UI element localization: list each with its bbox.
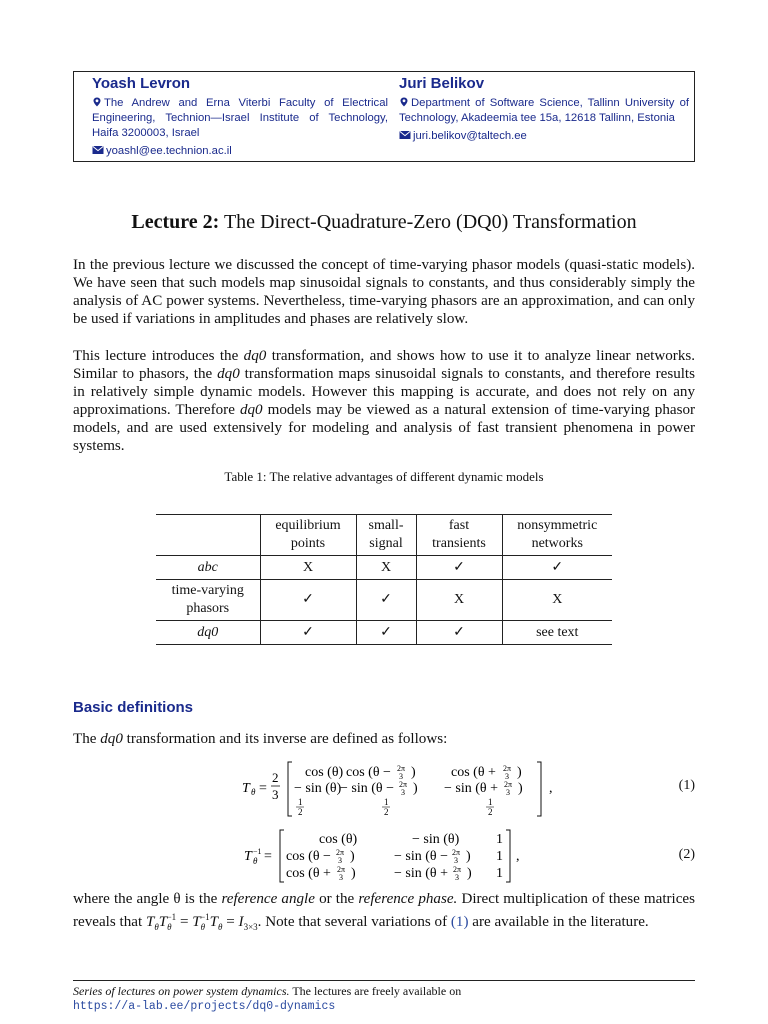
svg-text:): ) [413, 781, 418, 796]
svg-text:): ) [518, 781, 523, 796]
svg-text:cos (θ): cos (θ) [305, 765, 344, 780]
table-cell: ✓ [416, 621, 502, 645]
row-label: dq0 [156, 621, 260, 645]
label-line: phasors [186, 601, 230, 616]
svg-text:3: 3 [339, 873, 343, 882]
author-name: Juri Belikov [399, 75, 485, 92]
text-run: This lecture introduces the [73, 348, 239, 364]
inline-math-identity: $T_\theta T_\theta^{-1} = T_\theta^{-1}T_\theta = I_{3\times 3}$. [145, 912, 262, 933]
header-line: networks [531, 536, 583, 551]
header-line: points [290, 536, 326, 551]
lecture-title [0, 211, 768, 234]
svg-text:1: 1 [496, 866, 503, 881]
svg-text:2: 2 [298, 807, 303, 817]
title-text: The Direct-Quadrature-Zero (DQ0) Transformation [223, 211, 637, 233]
table-cell: see text [502, 621, 612, 645]
footer-url-link[interactable]: https://a-lab.ee/projects/dq0-dynamics [73, 1000, 336, 1013]
table-cell: X [260, 556, 356, 580]
svg-text:− sin (θ): − sin (θ) [294, 781, 342, 796]
table-header-row [156, 515, 612, 556]
column-header [416, 515, 502, 556]
svg-text:1: 1 [488, 797, 493, 807]
location-pin-icon [399, 97, 409, 107]
header-line: fast [448, 518, 470, 533]
svg-text:3: 3 [506, 788, 510, 797]
column-header [502, 515, 612, 556]
svg-text:cos (θ −: cos (θ − [286, 849, 331, 864]
svg-text:2π: 2π [452, 848, 461, 857]
svg-text:2π: 2π [337, 865, 346, 874]
section-title: Basic definitions [73, 699, 194, 716]
svg-text:): ) [517, 765, 522, 780]
svg-text:cos (θ −: cos (θ − [346, 765, 391, 780]
text-run: The [73, 731, 97, 747]
text-run: transformation, and shows how to use it to analyze linear networks. Similar to phasors, the [73, 348, 696, 382]
table-caption: Table 1: The relative advantages of different dynamic models [224, 469, 544, 484]
svg-text:3: 3 [272, 787, 279, 802]
row-label: abc [156, 556, 260, 580]
author-name: Yoash Levron [92, 75, 191, 92]
dq0-term: dq0 [239, 402, 263, 418]
svg-text:2: 2 [384, 807, 389, 817]
equation-2 [240, 826, 530, 886]
svg-text:T: T [242, 781, 250, 796]
footer-text: The lectures are freely available on [292, 984, 462, 998]
svg-text:3: 3 [505, 772, 509, 781]
footer-series: Series of lectures on power system dynamics. [73, 984, 290, 998]
header-line: small- [368, 518, 404, 533]
svg-text:): ) [350, 849, 355, 864]
svg-text:cos (θ +: cos (θ + [451, 765, 496, 780]
svg-text:− sin (θ +: − sin (θ + [444, 781, 498, 796]
header-line: nonsymmetric [517, 518, 598, 533]
footer-note [73, 984, 461, 1014]
column-header [356, 515, 416, 556]
text-run: are available in the literature. [472, 914, 649, 931]
svg-text:−1: −1 [253, 847, 262, 856]
svg-text:cos (θ +: cos (θ + [286, 866, 331, 881]
location-pin-icon [92, 97, 102, 107]
table-row [156, 580, 612, 621]
text-run: Note that several variations of [265, 914, 448, 931]
table-cell: X [416, 580, 502, 621]
table-cell: ✓ [416, 556, 502, 580]
author-email[interactable] [399, 129, 689, 144]
table-row [156, 556, 612, 580]
author-affiliation [92, 96, 388, 141]
svg-text:θ: θ [253, 856, 258, 866]
author-2 [399, 75, 689, 144]
title-prefix: Lecture 2: [131, 211, 220, 233]
svg-text:2π: 2π [453, 865, 462, 874]
svg-text:3: 3 [401, 788, 405, 797]
svg-text:2π: 2π [397, 764, 406, 773]
envelope-icon [399, 130, 411, 140]
email-text: yoashl@ee.technion.ac.il [106, 145, 232, 157]
paragraph-intro: In the previous lecture we discussed the concept of time-varying phasor models (quasi-static models). We have seen that such models map sinusoidal signals to constants, and thus considerably simply the analysis of AC power systems. Nevertheless, time-varying phasors are an approximation, and can only be used if variations in amplitudes and phases are relatively slow. [73, 257, 695, 327]
svg-text:2π: 2π [504, 780, 513, 789]
svg-text:1: 1 [496, 849, 503, 864]
text-run: models may be viewed as a natural extension of time-varying phasor models, and are used extensively for modeling and analysis of fast transient phenomena in power systems. [73, 402, 696, 454]
term-reference-phase: reference phase. [358, 891, 458, 907]
svg-text:2π: 2π [399, 780, 408, 789]
equation-number: (2) [678, 847, 695, 862]
svg-text:θ: θ [251, 787, 256, 797]
svg-text:3: 3 [454, 856, 458, 865]
table-cell: ✓ [260, 621, 356, 645]
author-affiliation [399, 96, 689, 126]
header-line: signal [369, 536, 403, 551]
affiliation-text: The Andrew and Erna Viterbi Faculty of Electrical Engineering, Technion—Israel Institute of Technology, Haifa 3200003, Israel [92, 97, 388, 139]
author-1 [92, 75, 388, 159]
author-email[interactable] [92, 144, 388, 159]
svg-text:): ) [467, 866, 472, 881]
table-cell: ✓ [260, 580, 356, 621]
table-row [156, 621, 612, 645]
svg-text:,: , [516, 849, 520, 864]
svg-text:3: 3 [399, 772, 403, 781]
svg-text:=: = [259, 781, 267, 796]
svg-text:): ) [351, 866, 356, 881]
text-run: Direct multiplication of these matrices reveals that [73, 891, 696, 931]
header-line: transients [432, 536, 486, 551]
table-cell: X [502, 580, 612, 621]
envelope-icon [92, 145, 104, 155]
svg-text:2π: 2π [336, 848, 345, 857]
table-cell: ✓ [356, 621, 416, 645]
svg-text:− sin (θ −: − sin (θ − [340, 781, 394, 796]
text-run: or the [319, 891, 355, 907]
term-reference-angle: reference angle [221, 891, 315, 907]
svg-text:2: 2 [488, 807, 493, 817]
paragraph-dq0-intro [73, 347, 695, 455]
svg-text:1: 1 [384, 797, 389, 807]
svg-text:3: 3 [455, 873, 459, 882]
paragraph-reference-angle [73, 890, 695, 936]
label-line: time-varying [171, 583, 244, 598]
svg-text:,: , [549, 781, 553, 796]
paragraph-definitions [73, 730, 695, 748]
table-cell: ✓ [502, 556, 612, 580]
svg-text:1: 1 [298, 797, 303, 807]
dq0-term: dq0 [100, 731, 123, 747]
affiliation-text: Department of Software Science, Tallinn University of Technology, Akadeemia tee 15a, 12618 Tallinn, Estonia [399, 97, 689, 124]
table-cell: X [356, 556, 416, 580]
svg-text:2: 2 [272, 770, 279, 785]
header-line: equilibrium [275, 518, 341, 533]
corner-cell [156, 515, 260, 556]
advantages-table [156, 514, 612, 645]
row-label [156, 580, 260, 621]
text-run: where the angle θ is the [73, 891, 218, 907]
svg-text:− sin (θ +: − sin (θ + [394, 866, 448, 881]
svg-text:): ) [411, 765, 416, 780]
svg-text:): ) [466, 849, 471, 864]
author-box [73, 71, 695, 162]
table-cell: ✓ [356, 580, 416, 621]
column-header [260, 515, 356, 556]
svg-text:3: 3 [338, 856, 342, 865]
equation-reference-link[interactable]: (1) [450, 914, 469, 931]
email-text: juri.belikov@taltech.ee [413, 130, 527, 142]
text-run: transformation maps sinusoidal signals to constants, and therefore results in relatively simple dynamic models. However this mapping is accurate, and does not rely on any approximations. Therefore [73, 366, 695, 418]
text-run: transformation and its inverse are defined as follows: [126, 731, 448, 747]
dq0-term: dq0 [217, 366, 240, 382]
svg-text:− sin (θ −: − sin (θ − [394, 849, 448, 864]
equation-number: (1) [678, 778, 695, 793]
svg-text:T: T [244, 849, 252, 864]
svg-text:2π: 2π [503, 764, 512, 773]
svg-text:− sin (θ): − sin (θ) [412, 832, 460, 847]
footer-divider [73, 980, 695, 981]
svg-text:=: = [264, 849, 272, 864]
equation-1 [236, 755, 566, 821]
dq0-term: dq0 [243, 348, 267, 364]
svg-text:cos (θ): cos (θ) [319, 832, 358, 847]
svg-text:1: 1 [496, 832, 503, 847]
